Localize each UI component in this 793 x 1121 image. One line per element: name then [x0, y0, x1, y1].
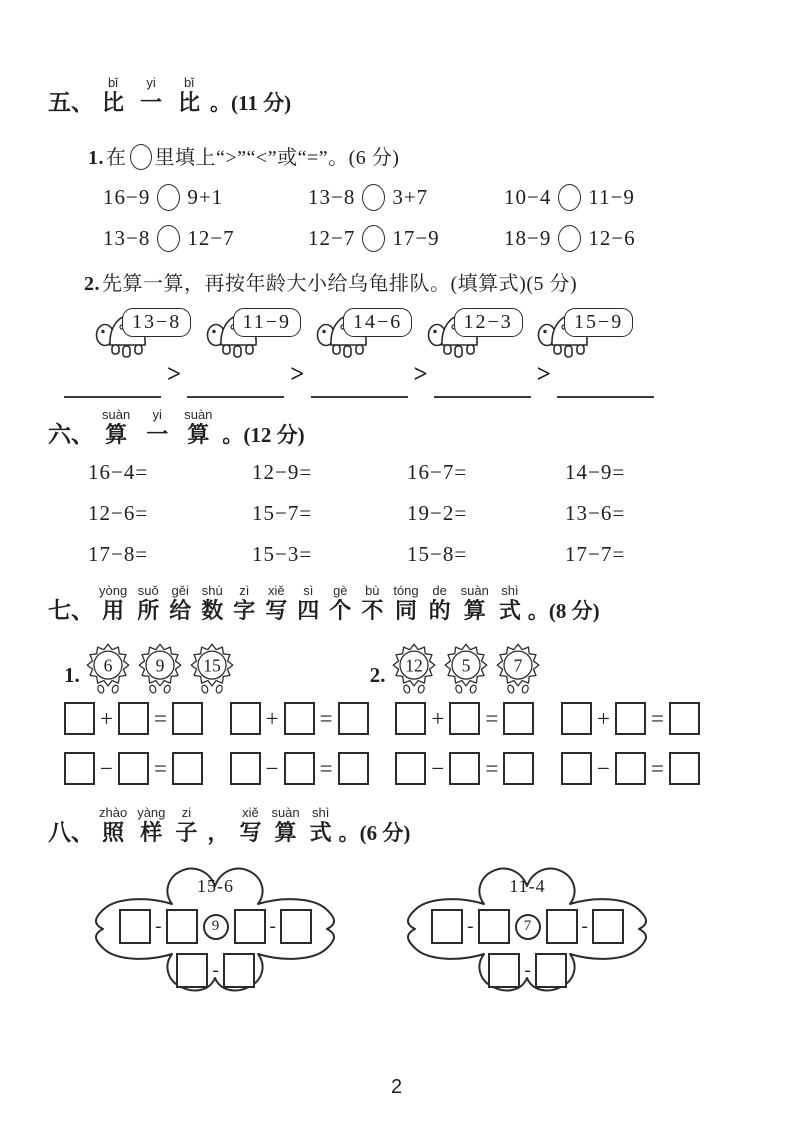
- answer-box[interactable]: [284, 752, 315, 785]
- answer-box[interactable]: [431, 909, 463, 944]
- item-label: 1.: [88, 147, 104, 169]
- turtle-item: [427, 299, 533, 363]
- answer-circle[interactable]: [362, 225, 385, 252]
- calc-problem: 17−8=: [88, 542, 149, 566]
- minus-sign: -: [155, 916, 162, 937]
- sun-group-2: [370, 641, 544, 694]
- ranking-row: [64, 361, 654, 398]
- equation-blank: [230, 702, 369, 735]
- sun-number-icon: [84, 641, 132, 694]
- section6-score: 。(12 分): [222, 423, 305, 448]
- answer-box[interactable]: [166, 909, 198, 944]
- section5-score: 。(11 分): [210, 91, 292, 116]
- title-char: yi 一: [146, 407, 169, 447]
- title-char: xiě 写: [265, 583, 288, 623]
- title-char: suàn 算: [184, 407, 213, 447]
- title-char: suàn 算: [102, 407, 131, 447]
- equation-blank: [561, 752, 700, 785]
- title-char: ，: [207, 820, 230, 845]
- answer-box[interactable]: [478, 909, 510, 944]
- equals-sign: =: [153, 756, 167, 781]
- plus-sign: +: [265, 706, 279, 731]
- answer-box[interactable]: [338, 702, 369, 735]
- equals-sign: =: [485, 756, 499, 781]
- answer-box[interactable]: [118, 752, 149, 785]
- title-char: yi 一: [140, 75, 163, 115]
- turtle-expression: 14−6: [343, 308, 412, 337]
- comparison-item: 18−9 12−6: [504, 226, 636, 250]
- answer-box[interactable]: [503, 752, 534, 785]
- section7-heading: [48, 584, 600, 623]
- title-char: de 的: [428, 583, 451, 623]
- plus-sign: +: [597, 706, 610, 731]
- answer-box[interactable]: [395, 752, 426, 785]
- answer-box[interactable]: [338, 752, 369, 785]
- title-char: bǐ 比: [102, 75, 125, 115]
- comparison-grid: [103, 184, 636, 252]
- title-char: gè 个: [329, 583, 352, 623]
- answer-box[interactable]: [449, 702, 480, 735]
- section8-number: 八、: [48, 820, 94, 846]
- sub1-text-after: 里填上“>”“<”或“=”。(6 分): [154, 147, 400, 169]
- section8-heading: [48, 806, 410, 845]
- turtle-item: [206, 299, 312, 363]
- flower-bottom-row: [400, 953, 655, 988]
- equals-sign: =: [651, 756, 664, 781]
- example-expression: 11-4: [509, 876, 546, 896]
- flower-problem-1: [88, 856, 343, 1008]
- title-char: bǐ 比: [178, 75, 201, 115]
- turtle-item: [95, 299, 201, 363]
- equation-blank: [561, 702, 700, 735]
- section8-score: 。(6 分): [338, 821, 411, 846]
- answer-box[interactable]: [118, 702, 149, 735]
- sun-number-icon: [188, 641, 236, 694]
- svg-text:7: 7: [513, 655, 522, 676]
- answer-box[interactable]: [284, 702, 315, 735]
- minus-sign: -: [467, 916, 474, 937]
- flower-problem-2: [400, 856, 655, 1008]
- title-char: suàn 算: [271, 805, 300, 845]
- title-char: tóng 同: [393, 583, 419, 623]
- equals-sign: =: [319, 756, 333, 781]
- greater-than-symbol: >: [167, 361, 182, 388]
- answer-box[interactable]: [561, 752, 592, 785]
- answer-blank[interactable]: [434, 364, 531, 398]
- answer-box[interactable]: [669, 752, 700, 785]
- answer-circle[interactable]: [558, 225, 581, 252]
- comparison-item: 16−9 9+1: [103, 185, 224, 209]
- calc-problem: 19−2=: [407, 501, 468, 525]
- number-suns-row: [64, 641, 544, 694]
- answer-box[interactable]: [64, 752, 95, 785]
- answer-circle[interactable]: [130, 144, 152, 170]
- calc-problem: 16−7=: [407, 460, 468, 484]
- equation-blank: [395, 702, 534, 735]
- answer-blank[interactable]: [64, 364, 161, 398]
- answer-circle[interactable]: [558, 184, 581, 211]
- title-char: suǒ 所: [137, 583, 160, 623]
- answer-box[interactable]: [64, 702, 95, 735]
- answer-box[interactable]: [230, 702, 261, 735]
- answer-box[interactable]: [176, 953, 208, 988]
- greater-than-symbol: >: [290, 361, 305, 388]
- equals-sign: =: [153, 706, 167, 731]
- svg-text:6: 6: [103, 655, 113, 676]
- comparison-item: 10−4 11−9: [504, 185, 635, 209]
- turtle-expression: 11−9: [233, 308, 302, 337]
- answer-box[interactable]: [615, 702, 646, 735]
- answer-circle[interactable]: [157, 225, 180, 252]
- calc-problem: 17−7=: [565, 542, 626, 566]
- target-number: 9: [203, 914, 229, 940]
- answer-box[interactable]: [592, 909, 624, 944]
- section5-number: 五、: [48, 90, 94, 116]
- sub2-text: 先算一算，再按年龄大小给乌龟排队。(填算式)(5 分): [102, 273, 578, 295]
- plus-sign: +: [100, 706, 113, 731]
- answer-blank[interactable]: [187, 364, 284, 398]
- title-char: gěi 给: [169, 583, 192, 623]
- equals-sign: =: [319, 706, 333, 731]
- sun-number-icon: [494, 641, 542, 694]
- equals-sign: =: [651, 706, 664, 731]
- minus-sign: -: [212, 960, 219, 981]
- turtle-expression: 15−9: [564, 308, 633, 337]
- title-char: shù 数: [201, 583, 224, 623]
- greater-than-symbol: >: [536, 361, 551, 388]
- target-number: 7: [515, 914, 541, 940]
- equation-blank: [64, 702, 203, 735]
- answer-box[interactable]: [535, 953, 567, 988]
- item-label: 2.: [84, 273, 100, 295]
- turtle-item: [537, 299, 643, 363]
- svg-text:12: 12: [404, 655, 423, 676]
- title-char: shì 式: [498, 583, 521, 623]
- answer-box[interactable]: [669, 702, 700, 735]
- title-char: zi 子: [175, 805, 198, 845]
- item-label: 1.: [64, 663, 80, 687]
- calc-problem: 15−7=: [252, 501, 313, 525]
- section7-score: 。(8 分): [527, 599, 600, 624]
- turtle-row: [95, 299, 643, 363]
- section6-heading: [48, 408, 305, 447]
- minus-sign: −: [597, 756, 610, 781]
- title-char: yòng 用: [99, 583, 128, 623]
- answer-box[interactable]: [488, 953, 520, 988]
- comparison-item: 13−8 12−7: [103, 226, 235, 250]
- title-char: zhào 照: [99, 805, 128, 845]
- minus-sign: -: [524, 960, 531, 981]
- calc-problem: 15−3=: [252, 542, 313, 566]
- page-number: 2: [390, 1076, 403, 1098]
- answer-box[interactable]: [119, 909, 151, 944]
- comparison-item: 13−8 3+7: [308, 185, 429, 209]
- section5-sub1: [88, 141, 399, 170]
- equals-sign: =: [485, 706, 499, 731]
- answer-blank[interactable]: [311, 364, 408, 398]
- flower-middle-row: [88, 909, 343, 944]
- calc-problem: 12−9=: [252, 460, 313, 484]
- answer-box[interactable]: [546, 909, 578, 944]
- equation-blank: [230, 752, 369, 785]
- greater-than-symbol: >: [413, 361, 428, 388]
- equation-blank: [395, 752, 534, 785]
- turtle-expression: 12−3: [454, 308, 523, 337]
- sub1-text-before: 在: [106, 147, 127, 169]
- minus-sign: -: [269, 916, 276, 937]
- addition-equations-row: [64, 702, 700, 735]
- section5-sub2: [84, 267, 577, 296]
- comparison-item: 12−7 17−9: [308, 226, 440, 250]
- answer-box[interactable]: [503, 702, 534, 735]
- section5-heading: [48, 76, 291, 115]
- subtraction-equations-row: [64, 752, 700, 785]
- title-char: sì 四: [297, 583, 320, 623]
- answer-blank[interactable]: [557, 364, 654, 398]
- answer-box[interactable]: [172, 702, 203, 735]
- answer-box[interactable]: [230, 752, 261, 785]
- svg-text:9: 9: [155, 655, 165, 676]
- calc-problem: 15−8=: [407, 542, 468, 566]
- title-char: xiě 写: [239, 805, 262, 845]
- answer-box[interactable]: [223, 953, 255, 988]
- sun-number-icon: [442, 641, 490, 694]
- sun-number-icon: [390, 641, 438, 694]
- calc-problem: 13−6=: [565, 501, 626, 525]
- sun-number-icon: [136, 641, 184, 694]
- minus-sign: −: [265, 756, 279, 781]
- plus-sign: +: [431, 706, 445, 731]
- title-char: zì 字: [233, 583, 256, 623]
- title-char: shì 式: [309, 805, 332, 845]
- answer-circle[interactable]: [362, 184, 385, 211]
- turtle-expression: 13−8: [122, 308, 191, 337]
- answer-box[interactable]: [395, 702, 426, 735]
- answer-box[interactable]: [280, 909, 312, 944]
- calc-problem: 12−6=: [88, 501, 149, 525]
- svg-text:5: 5: [461, 655, 470, 676]
- equation-blank: [64, 752, 203, 785]
- calc-problem: 16−4=: [88, 460, 149, 484]
- minus-sign: −: [100, 756, 113, 781]
- answer-box[interactable]: [561, 702, 592, 735]
- section6-number: 六、: [48, 422, 94, 448]
- calc-problem: 14−9=: [565, 460, 626, 484]
- sun-group-1: [64, 641, 238, 694]
- answer-box[interactable]: [615, 752, 646, 785]
- title-char: bù 不: [361, 583, 384, 623]
- item-label: 2.: [369, 663, 386, 687]
- answer-box[interactable]: [449, 752, 480, 785]
- turtle-item: [316, 299, 422, 363]
- minus-sign: −: [431, 756, 445, 781]
- example-expression: 15-6: [197, 876, 234, 896]
- svg-text:15: 15: [202, 655, 221, 676]
- minus-sign: -: [581, 916, 588, 937]
- section7-number: 七、: [48, 598, 94, 624]
- answer-circle[interactable]: [157, 184, 180, 211]
- flower-middle-row: [400, 909, 655, 944]
- title-char: yàng 样: [137, 805, 166, 845]
- answer-box[interactable]: [172, 752, 203, 785]
- title-char: suàn 算: [460, 583, 489, 623]
- flower-bottom-row: [88, 953, 343, 988]
- calculation-grid: [88, 460, 625, 567]
- answer-box[interactable]: [234, 909, 266, 944]
